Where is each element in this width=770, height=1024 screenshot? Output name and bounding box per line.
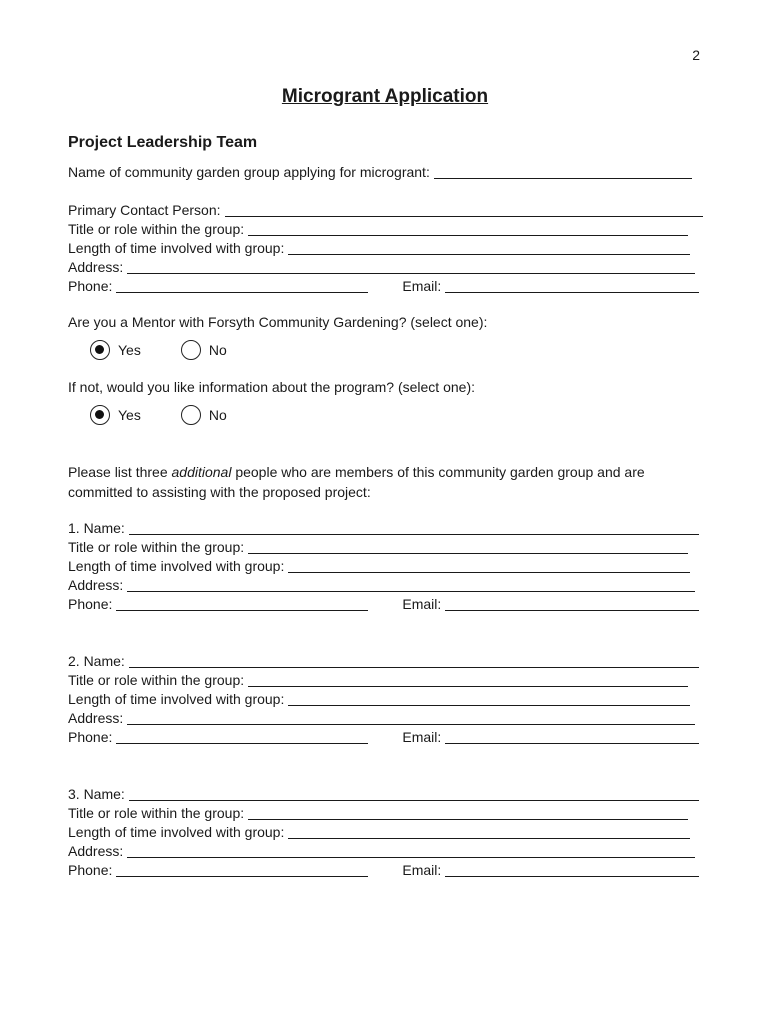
mentor-radio-group bbox=[90, 338, 227, 362]
member-3-email-field[interactable] bbox=[445, 862, 699, 877]
mentor-no-radio[interactable] bbox=[181, 340, 201, 360]
mentor-no-label: No bbox=[208, 342, 227, 358]
primary-address-field[interactable] bbox=[127, 259, 695, 274]
primary-length-label: Length of time involved with group: bbox=[68, 240, 285, 256]
section-heading: Project Leadership Team bbox=[68, 134, 258, 151]
info-no-option[interactable] bbox=[181, 405, 227, 425]
members-intro-after: people who are members of this community garden group and are committed to assisting with the proposed project: bbox=[68, 464, 645, 500]
member-2-phone-email-row bbox=[68, 728, 699, 747]
members-intro-before: Please list three bbox=[68, 464, 172, 480]
mentor-yes-radio[interactable] bbox=[90, 340, 110, 360]
member-email-label: Email: bbox=[402, 862, 442, 878]
primary-length-row bbox=[68, 239, 690, 258]
primary-contact-row bbox=[68, 201, 703, 220]
primary-title-label: Title or role within the group: bbox=[68, 221, 245, 237]
member-2-title-field[interactable] bbox=[248, 672, 688, 687]
member-3-title-row bbox=[68, 804, 688, 823]
member-title-label: Title or role within the group: bbox=[68, 805, 245, 821]
page-title: Microgrant Application bbox=[281, 86, 489, 107]
group-name-row bbox=[68, 163, 692, 182]
mentor-question: Are you a Mentor with Forsyth Community Gardening? (select one): bbox=[68, 314, 488, 330]
member-address-label: Address: bbox=[68, 710, 124, 726]
member-phone-label: Phone: bbox=[68, 862, 113, 878]
member-name-label: 2. Name: bbox=[68, 653, 125, 669]
member-2-title-row bbox=[68, 671, 688, 690]
mentor-yes-option[interactable] bbox=[90, 340, 141, 360]
info-radio-group bbox=[90, 403, 227, 427]
group-name-label: Name of community garden group applying for microgrant: bbox=[68, 164, 430, 180]
member-title-label: Title or role within the group: bbox=[68, 672, 245, 688]
members-intro-emphasis: additional bbox=[171, 464, 232, 480]
primary-title-row bbox=[68, 220, 688, 239]
info-yes-radio[interactable] bbox=[90, 405, 110, 425]
member-1-title-row bbox=[68, 538, 688, 557]
primary-contact-label: Primary Contact Person: bbox=[68, 202, 221, 218]
primary-address-row bbox=[68, 258, 695, 277]
member-1-phone-email-row bbox=[68, 595, 699, 614]
member-3-title-field[interactable] bbox=[248, 805, 688, 820]
primary-title-field[interactable] bbox=[248, 221, 688, 236]
page-number: 2 bbox=[692, 47, 700, 63]
member-1-phone-field[interactable] bbox=[116, 596, 368, 611]
info-no-label: No bbox=[208, 407, 227, 423]
member-1-name-field[interactable] bbox=[129, 520, 699, 535]
member-2-length-field[interactable] bbox=[288, 691, 690, 706]
member-2-address-field[interactable] bbox=[127, 710, 695, 725]
info-question: If not, would you like information about the program? (select one): bbox=[68, 379, 475, 395]
info-no-radio[interactable] bbox=[181, 405, 201, 425]
member-email-label: Email: bbox=[402, 596, 442, 612]
member-2-email-field[interactable] bbox=[445, 729, 699, 744]
member-2-name-field[interactable] bbox=[129, 653, 699, 668]
member-length-label: Length of time involved with group: bbox=[68, 824, 285, 840]
primary-email-label: Email: bbox=[402, 278, 442, 294]
info-yes-option[interactable] bbox=[90, 405, 141, 425]
members-intro bbox=[68, 462, 708, 502]
mentor-yes-label: Yes bbox=[118, 342, 141, 358]
primary-phone-label: Phone: bbox=[68, 278, 113, 294]
member-phone-label: Phone: bbox=[68, 729, 113, 745]
member-phone-label: Phone: bbox=[68, 596, 113, 612]
member-1-length-row bbox=[68, 557, 690, 576]
group-name-field[interactable] bbox=[434, 164, 692, 179]
member-3-address-row bbox=[68, 842, 695, 861]
member-name-label: 3. Name: bbox=[68, 786, 125, 802]
member-1-address-field[interactable] bbox=[127, 577, 695, 592]
member-name-label: 1. Name: bbox=[68, 520, 125, 536]
member-email-label: Email: bbox=[402, 729, 442, 745]
member-2-phone-field[interactable] bbox=[116, 729, 368, 744]
primary-address-label: Address: bbox=[68, 259, 124, 275]
member-3-phone-field[interactable] bbox=[116, 862, 368, 877]
member-2-length-row bbox=[68, 690, 690, 709]
member-1-address-row bbox=[68, 576, 695, 595]
primary-phone-email-row bbox=[68, 277, 699, 296]
primary-email-field[interactable] bbox=[445, 278, 699, 293]
member-2-name-row bbox=[68, 652, 699, 671]
member-1-title-field[interactable] bbox=[248, 539, 688, 554]
primary-phone-field[interactable] bbox=[116, 278, 368, 293]
member-length-label: Length of time involved with group: bbox=[68, 558, 285, 574]
member-3-name-row bbox=[68, 785, 699, 804]
member-3-address-field[interactable] bbox=[127, 843, 695, 858]
member-1-length-field[interactable] bbox=[288, 558, 690, 573]
member-3-name-field[interactable] bbox=[129, 786, 699, 801]
member-3-phone-email-row bbox=[68, 861, 699, 880]
primary-length-field[interactable] bbox=[288, 240, 690, 255]
member-title-label: Title or role within the group: bbox=[68, 539, 245, 555]
mentor-no-option[interactable] bbox=[181, 340, 227, 360]
member-length-label: Length of time involved with group: bbox=[68, 691, 285, 707]
member-3-length-field[interactable] bbox=[288, 824, 690, 839]
member-address-label: Address: bbox=[68, 577, 124, 593]
info-yes-label: Yes bbox=[118, 407, 141, 423]
primary-contact-field[interactable] bbox=[225, 202, 703, 217]
member-2-address-row bbox=[68, 709, 695, 728]
member-3-length-row bbox=[68, 823, 690, 842]
member-address-label: Address: bbox=[68, 843, 124, 859]
member-1-name-row bbox=[68, 519, 699, 538]
member-1-email-field[interactable] bbox=[445, 596, 699, 611]
